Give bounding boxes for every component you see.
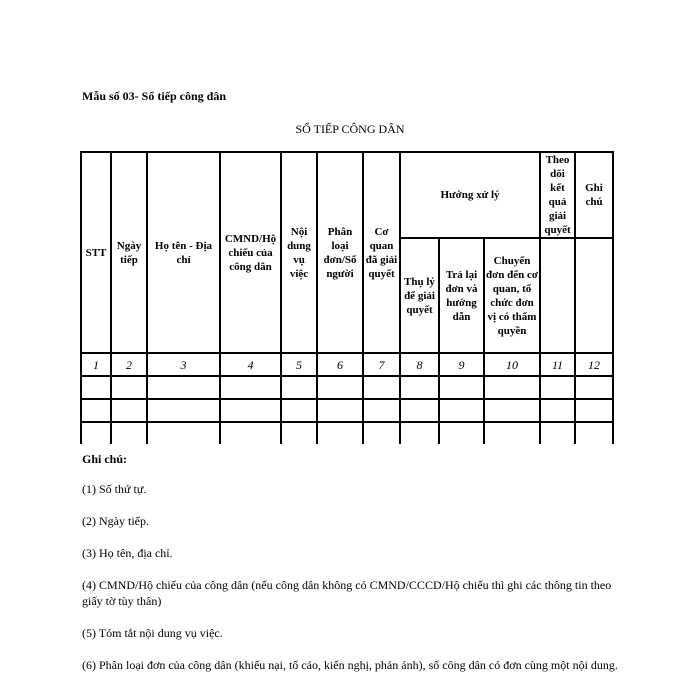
note-item: (4) CMND/Hộ chiếu của công dân (nếu công dân không có CMND/CCCD/Hộ chiếu thì ghi các thông tin theo giấy tờ tùy thân) xyxy=(82,578,612,608)
header-ngay-tiep: Ngày tiếp xyxy=(111,152,147,353)
header-tra-lai: Trả lại đơn và hướng dẫn xyxy=(439,238,484,353)
table-cell xyxy=(81,376,111,399)
header-thu-ly: Thụ lý để giải quyết xyxy=(400,238,439,353)
note-item: (1) Số thứ tự. xyxy=(82,482,147,496)
table-cell xyxy=(317,422,363,444)
notes-title: Ghi chú: xyxy=(82,452,128,466)
table-cell xyxy=(439,376,484,399)
table-cell xyxy=(400,376,439,399)
column-number: 1 xyxy=(81,353,111,376)
column-number: 5 xyxy=(281,353,317,376)
table-cell xyxy=(363,399,400,422)
table-cell xyxy=(439,399,484,422)
header-cmnd: CMND/Hộ chiếu của công dân xyxy=(220,152,281,353)
table-cell xyxy=(484,422,540,444)
column-number: 4 xyxy=(220,353,281,376)
table-cell xyxy=(400,399,439,422)
table-cell xyxy=(363,422,400,444)
column-number: 2 xyxy=(111,353,147,376)
table-cell xyxy=(147,399,220,422)
table-cell xyxy=(220,376,281,399)
note-item: (6) Phân loại đơn của công dân (khiếu nại, tố cáo, kiến nghị, phản ánh), số công dân có đơn cùng một nội dung. xyxy=(82,658,618,672)
table-cell xyxy=(317,376,363,399)
table-cell xyxy=(540,399,575,422)
note-item: (3) Họ tên, địa chỉ. xyxy=(82,546,173,560)
table-cell xyxy=(281,399,317,422)
table-cell xyxy=(220,422,281,444)
table-cell xyxy=(363,376,400,399)
table-cell xyxy=(220,399,281,422)
column-number-row xyxy=(81,353,613,376)
table-row xyxy=(81,399,613,422)
notes-section xyxy=(82,452,622,689)
column-number: 8 xyxy=(400,353,439,376)
table-cell xyxy=(111,376,147,399)
table-cell xyxy=(439,422,484,444)
column-number: 11 xyxy=(540,353,575,376)
table-row xyxy=(81,376,613,399)
table-cell xyxy=(81,399,111,422)
header-ghi-chu: Ghi chú xyxy=(575,152,613,238)
table-cell xyxy=(575,376,613,399)
note-item: (5) Tóm tắt nội dung vụ việc. xyxy=(82,626,223,640)
header-empty-12 xyxy=(575,238,613,353)
column-number: 9 xyxy=(439,353,484,376)
table-cell xyxy=(484,399,540,422)
column-number: 6 xyxy=(317,353,363,376)
table-cell xyxy=(575,399,613,422)
header-row-top xyxy=(81,152,613,238)
table-cell xyxy=(111,399,147,422)
header-ho-ten: Họ tên - Địa chỉ xyxy=(147,152,220,353)
table-cell xyxy=(147,422,220,444)
table-cell xyxy=(575,422,613,444)
header-stt: STT xyxy=(81,152,111,353)
table-cell xyxy=(281,376,317,399)
table-cell xyxy=(281,422,317,444)
note-item: (2) Ngày tiếp. xyxy=(82,514,149,528)
table-cell xyxy=(540,422,575,444)
citizen-reception-table xyxy=(80,151,614,444)
table-cell xyxy=(111,422,147,444)
table-cell xyxy=(540,376,575,399)
header-empty-11 xyxy=(540,238,575,353)
column-number: 10 xyxy=(484,353,540,376)
table-cell xyxy=(317,399,363,422)
column-number: 7 xyxy=(363,353,400,376)
header-co-quan: Cơ quan đã giải quyết xyxy=(363,152,400,353)
table-cell xyxy=(147,376,220,399)
form-number: Mẫu số 03- Sổ tiếp công dân xyxy=(82,89,227,103)
header-theo-doi: Theo dõi kết quả giải quyết xyxy=(540,152,575,238)
header-phan-loai: Phân loại đơn/Số người xyxy=(317,152,363,353)
table-cell xyxy=(400,422,439,444)
column-number: 12 xyxy=(575,353,613,376)
column-number: 3 xyxy=(147,353,220,376)
header-huong-xu-ly: Hướng xử lý xyxy=(400,152,540,238)
header-chuyen-don: Chuyển đơn đến cơ quan, tổ chức đơn vị có thẩm quyền xyxy=(484,238,540,353)
header-noi-dung: Nội dung vụ việc xyxy=(281,152,317,353)
table-cell xyxy=(81,422,111,444)
document-title: SỔ TIẾP CÔNG DÂN xyxy=(295,122,405,136)
table-row xyxy=(81,422,613,444)
table-cell xyxy=(484,376,540,399)
